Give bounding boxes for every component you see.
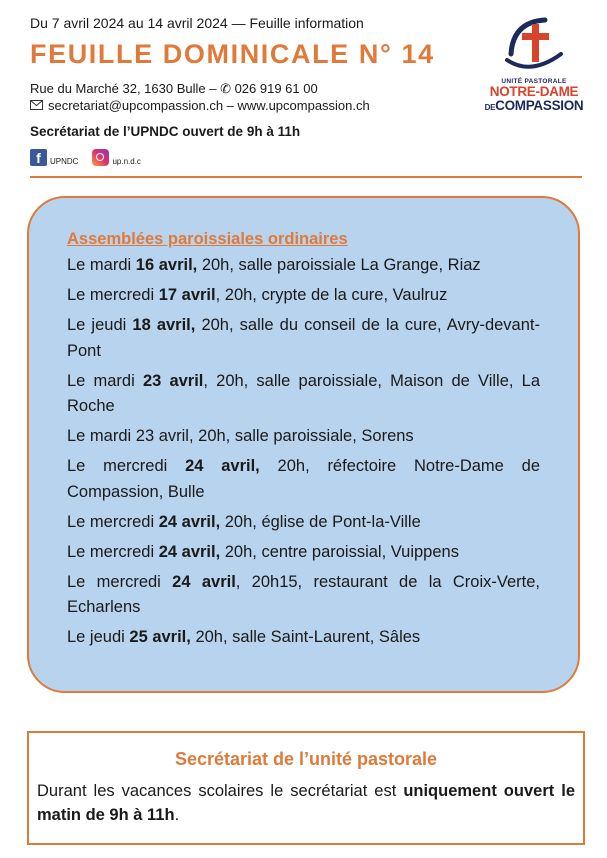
assembly-entry-post: 20h, réfectoire Notre-Dame de Compassion, Bulle [67, 457, 540, 501]
logo-line-3 [476, 99, 592, 115]
opening-hours: Secrétariat de l’UPNDC ouvert de 9h à 11h [30, 124, 301, 139]
assembly-entry [67, 424, 540, 450]
secretariat-title: Secrétariat de l’unité pastorale [174, 749, 438, 769]
secretariat-text [37, 779, 575, 827]
assembly-entry [67, 313, 540, 364]
assembly-entry-post: 20h, salle paroissiale La Grange, Riaz [197, 256, 481, 274]
address: Rue du Marché 32, 1630 Bulle – ✆ 026 919 61 00 [30, 81, 318, 96]
assembly-entry-bold: 16 avril, [135, 256, 198, 274]
dateline: Du 7 avril 2024 au 14 avril 2024 — Feuille information [30, 15, 364, 31]
assembly-entry-pre: Le mardi 23 avril, 20h, salle paroissiale, Sorens [67, 427, 414, 445]
assembly-entry-pre: Le mercredi [67, 512, 159, 531]
assembly-entry-post: , 20h, salle paroissiale, Maison de Ville, La Roche [67, 371, 540, 415]
assembly-entry-bold: 24 avril, [185, 457, 260, 475]
assembly-entry-post: 20h, salle Saint-Laurent, Sâles [190, 628, 421, 646]
assembly-entry-pre: Le mardi [67, 256, 136, 274]
logo-line-1: UNITÉ PASTORALE [501, 78, 567, 85]
assembly-entry-pre: Le mercredi [67, 542, 159, 561]
logo-line-2: NOTRE-DAME [489, 84, 579, 99]
facebook-icon: f [30, 149, 47, 166]
assembly-entry-pre: Le mardi [67, 371, 143, 390]
page-title: FEUILLE DOMINICALE N° 14 [30, 39, 435, 69]
assembly-entry [67, 369, 540, 420]
logo-line-3-prefix: DE [484, 103, 496, 112]
assemblies-title: Assemblées paroissiales ordinaires [67, 230, 348, 248]
assembly-entry-bold: 17 avril [158, 286, 216, 304]
cross-emblem-icon [501, 14, 567, 76]
parish-logo [476, 14, 592, 124]
assembly-entry [67, 253, 540, 279]
assembly-entry-bold: 18 avril, [132, 316, 196, 334]
assembly-entry-pre: Le mercredi [67, 457, 186, 475]
assembly-entry-post: , 20h, crypte de la cure, Vaulruz [215, 286, 448, 304]
facebook-link[interactable] [30, 149, 78, 166]
assembly-entry-bold: 24 avril, [158, 542, 221, 561]
assembly-entry-pre: Le mercredi [67, 572, 173, 591]
secretariat-text-pre: Durant les vacances scolaires le secrétariat est [37, 782, 404, 800]
assembly-entry-bold: 23 avril [142, 371, 204, 390]
assembly-entry-pre: Le mercredi [67, 286, 159, 304]
social-links [30, 149, 470, 166]
header-divider [30, 176, 582, 178]
contact-line [30, 97, 470, 115]
email-and-website[interactable]: secretariat@upcompassion.ch – www.upcompassion.ch [48, 98, 370, 113]
secretariat-text-bold: uniquement ouvert le matin de 9h à 11h [37, 782, 575, 824]
assembly-entry-bold: 24 avril [172, 572, 236, 591]
assembly-entry-bold: 24 avril, [158, 512, 221, 531]
assemblies-list [67, 253, 540, 651]
assemblies-box [27, 196, 580, 693]
instagram-link[interactable] [92, 149, 140, 166]
secretariat-text-post: . [174, 806, 180, 824]
logo-line-3-main: COMPASSION [495, 98, 584, 113]
assembly-entry-post: , 20h15, restaurant de la Croix-Verte, Echarlens [67, 572, 540, 616]
assembly-entry [67, 570, 540, 621]
secretariat-box [27, 731, 585, 845]
assembly-entry [67, 625, 540, 651]
instagram-icon [92, 149, 109, 166]
instagram-label: up.n.d.c [112, 157, 141, 166]
assembly-entry-post: 20h, église de Pont-la-Ville [220, 512, 421, 531]
header [30, 14, 470, 166]
assembly-entry-pre: Le jeudi [67, 316, 133, 334]
assembly-entry [67, 510, 540, 536]
assembly-entry-post: 20h, centre paroissial, Vuippens [220, 542, 459, 561]
assembly-entry [67, 283, 540, 309]
assembly-entry [67, 454, 540, 505]
facebook-label: UPNDC [50, 157, 79, 166]
envelope-icon [30, 97, 44, 115]
assembly-entry-bold: 25 avril, [129, 628, 191, 646]
assembly-entry-pre: Le jeudi [67, 628, 130, 646]
assembly-entry [67, 540, 540, 566]
assembly-entry-post: 20h, salle du conseil de la cure, Avry-devant-Pont [67, 316, 540, 360]
